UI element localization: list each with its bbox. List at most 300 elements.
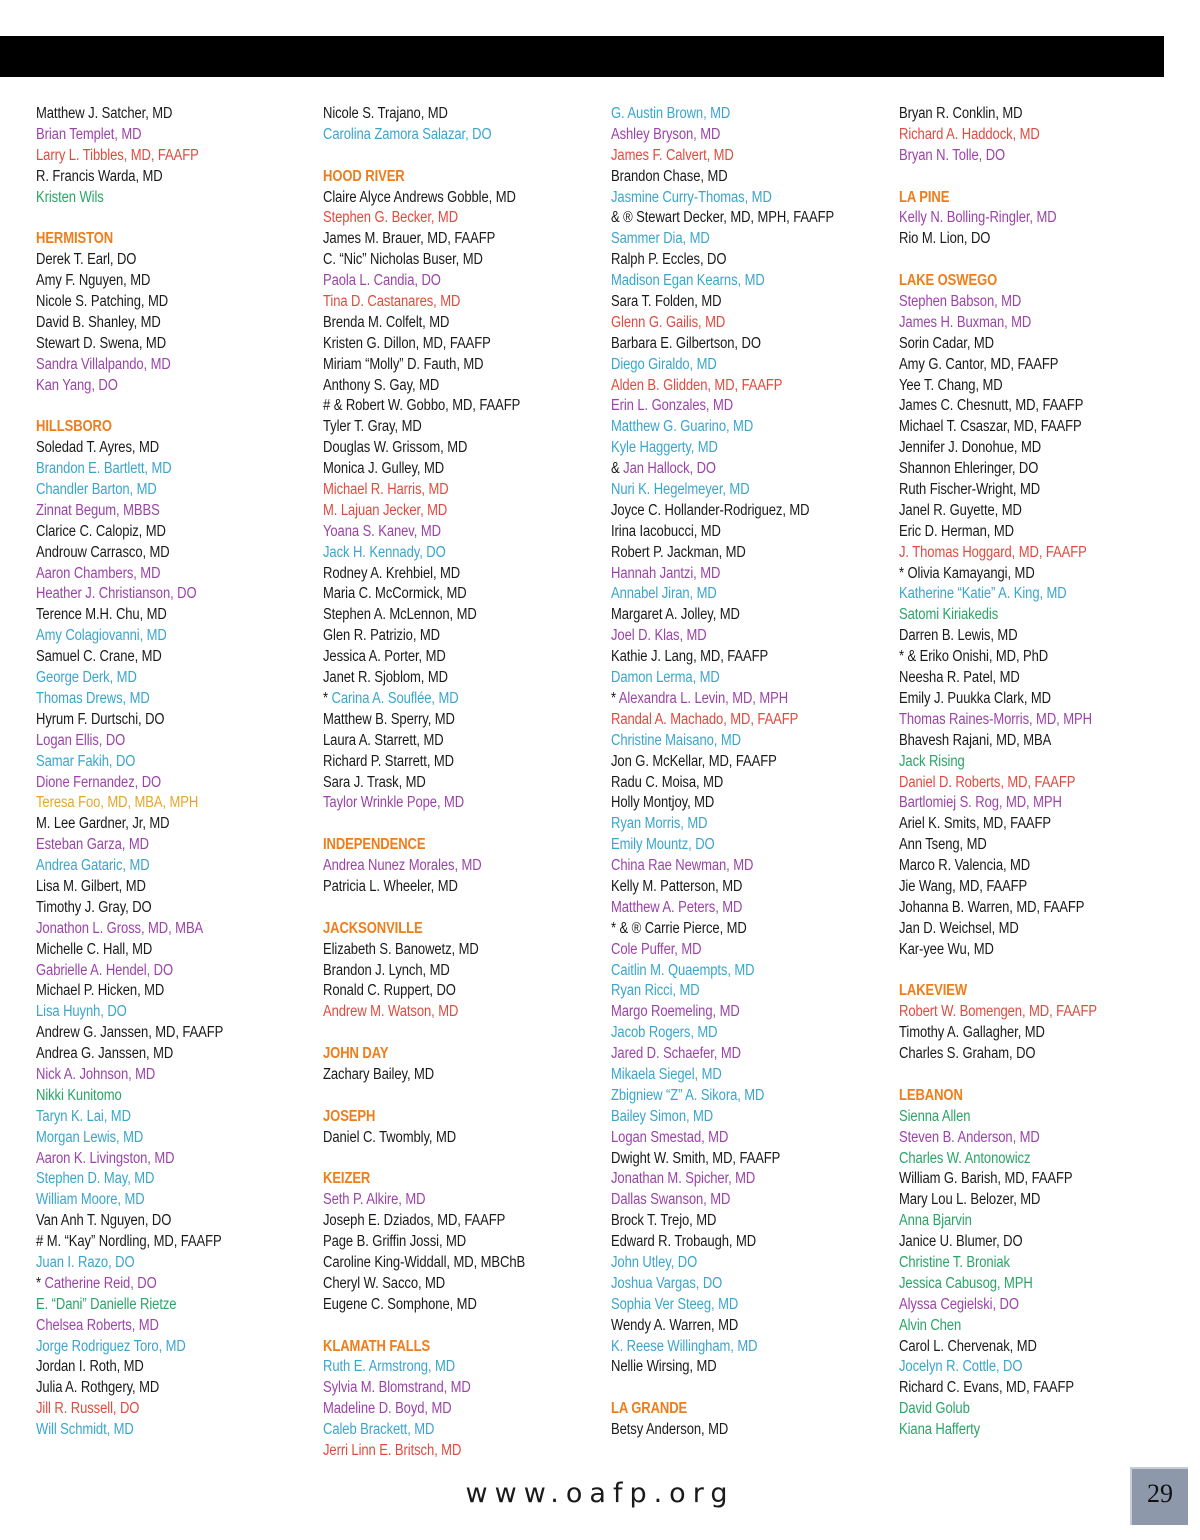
member-name-text: Caitlin M. Quaempts, MD [611, 961, 755, 979]
member-name [36, 731, 275, 752]
member-name [899, 564, 1138, 585]
member-name [899, 814, 1138, 835]
member-name [611, 1316, 850, 1337]
member-name-text: # & Robert W. Gobbo, MD, FAAFP [323, 397, 521, 415]
member-name [323, 1295, 562, 1316]
member-name [899, 1337, 1138, 1358]
member-name-text: Ryan Ricci, MD [611, 982, 700, 1000]
member-name [611, 146, 850, 167]
member-name [36, 355, 275, 376]
member-name-text: Thomas Drews, MD [36, 689, 150, 707]
member-name [323, 501, 562, 522]
spacer [323, 1149, 608, 1170]
member-marker: * [611, 689, 619, 707]
member-name [36, 605, 275, 626]
city-heading [323, 919, 562, 940]
member-name [36, 1128, 275, 1149]
member-name [899, 1316, 1138, 1337]
member-name [36, 1149, 275, 1170]
member-name [36, 626, 275, 647]
city-heading-text: JOHN DAY [323, 1045, 389, 1063]
member-name [36, 459, 275, 480]
member-name [899, 146, 1138, 167]
member-name-text: Ralph P. Eccles, DO [611, 251, 727, 269]
member-name [611, 710, 850, 731]
city-heading [36, 417, 275, 438]
member-name-text: Michelle C. Hall, MD [36, 940, 153, 958]
member-name-text: Jessica A. Porter, MD [323, 648, 446, 666]
member-name-text: Emily Mountz, DO [611, 836, 715, 854]
member-name-text: Jan Hallock, DO [623, 460, 716, 478]
member-name [36, 919, 275, 940]
city-heading [899, 188, 1138, 209]
member-name-text: Jasmine Curry-Thomas, MD [611, 188, 772, 206]
member-name [611, 376, 850, 397]
member-name [323, 1065, 562, 1086]
member-name [899, 1128, 1138, 1149]
member-name-text: Dallas Swanson, MD [611, 1191, 731, 1209]
member-name-text: Timothy A. Gallagher, MD [899, 1024, 1045, 1042]
spacer [36, 208, 321, 229]
member-name [899, 647, 1138, 668]
member-name [611, 877, 850, 898]
member-name-text: Radu C. Moisa, MD [611, 773, 724, 791]
member-name [899, 668, 1138, 689]
member-name [36, 961, 275, 982]
member-name-text: Gabrielle A. Hendel, DO [36, 961, 174, 979]
member-name [899, 522, 1138, 543]
member-name [611, 940, 850, 961]
member-name [899, 584, 1138, 605]
member-name-text: Nicole S. Trajano, MD [323, 105, 448, 122]
member-name [611, 417, 850, 438]
city-heading [899, 1086, 1138, 1107]
member-name-text: Nick A. Johnson, MD [36, 1065, 156, 1083]
member-name-text: Edward R. Trobaugh, MD [611, 1233, 757, 1251]
member-name-text: Andrew G. Janssen, MD, FAAFP [36, 1024, 224, 1042]
member-name [323, 856, 562, 877]
city-heading-text: INDEPENDENCE [323, 836, 426, 854]
member-name-text: Maria C. McCormick, MD [323, 585, 467, 603]
member-name [36, 1107, 275, 1128]
member-name-text: Glenn G. Gailis, MD [611, 313, 726, 331]
member-name [323, 689, 562, 710]
member-name [36, 376, 275, 397]
member-name [36, 793, 275, 814]
member-name-text: Damon Lerma, MD [611, 669, 720, 687]
member-name [611, 1337, 850, 1358]
member-name [323, 292, 562, 313]
member-name-text: Wendy A. Warren, MD [611, 1316, 739, 1334]
member-name [611, 459, 850, 480]
member-name [36, 104, 275, 125]
member-name [323, 793, 562, 814]
member-name-text: * Olivia Kamayangi, MD [899, 564, 1035, 582]
member-name [323, 710, 562, 731]
city-heading [36, 229, 275, 250]
member-name [611, 961, 850, 982]
member-name [36, 1316, 275, 1337]
member-name [36, 1274, 275, 1295]
spacer [323, 146, 608, 167]
member-name-text: Claire Alyce Andrews Gobble, MD [323, 188, 516, 206]
member-name [323, 229, 562, 250]
member-name-text: Kelly N. Bolling-Ringler, MD [899, 209, 1057, 227]
member-name [323, 1190, 562, 1211]
member-name-text: Carolina Zamora Salazar, DO [323, 125, 492, 143]
member-name-text: James H. Buxman, MD [899, 313, 1032, 331]
member-name-text: Jie Wang, MD, FAAFP [899, 877, 1028, 895]
member-name-text: Brandon Chase, MD [611, 167, 728, 185]
spacer [899, 167, 1184, 188]
member-name-text: Irina Iacobucci, MD [611, 522, 721, 540]
member-name-text: Madeline D. Boyd, MD [323, 1400, 452, 1418]
member-name-text: Brandon J. Lynch, MD [323, 961, 450, 979]
member-name [899, 919, 1138, 940]
member-name-text: Julia A. Rothgery, MD [36, 1379, 160, 1397]
member-name [899, 1253, 1138, 1274]
member-name-text: Ruth E. Armstrong, MD [323, 1358, 456, 1376]
member-name [611, 981, 850, 1002]
member-name-text: Daniel D. Roberts, MD, FAAFP [899, 773, 1076, 791]
member-name [899, 856, 1138, 877]
member-name [323, 1399, 562, 1420]
member-name-text: Matthew B. Sperry, MD [323, 710, 455, 728]
member-name [36, 564, 275, 585]
member-name-text: John Utley, DO [611, 1253, 698, 1271]
member-name [323, 1232, 562, 1253]
member-name-text: Neesha R. Patel, MD [899, 669, 1020, 687]
member-name [36, 981, 275, 1002]
member-name-text: Amy G. Cantor, MD, FAAFP [899, 355, 1059, 373]
member-name [899, 313, 1138, 334]
member-name [323, 250, 562, 271]
member-name-text: Caleb Brackett, MD [323, 1421, 435, 1439]
city-heading-text: HILLSBORO [36, 418, 112, 436]
member-name [899, 626, 1138, 647]
member-name-text: Cheryl W. Sacco, MD [323, 1274, 446, 1292]
member-name-text: Robert W. Bomengen, MD, FAAFP [899, 1003, 1098, 1021]
member-name-text: C. “Nic” Nicholas Buser, MD [323, 251, 483, 269]
member-name [36, 877, 275, 898]
member-name-text: Matthew G. Guarino, MD [611, 418, 754, 436]
member-name-text: Barbara E. Gilbertson, DO [611, 334, 761, 352]
member-name-text: Holly Montjoy, MD [611, 794, 715, 812]
member-name-text: * & ® Carrie Pierce, MD [611, 919, 747, 937]
member-name-text: Margo Roemeling, MD [611, 1003, 740, 1021]
member-name-text: Hyrum F. Durtschi, DO [36, 710, 165, 728]
member-name-text: Richard P. Starrett, MD [323, 752, 454, 770]
member-name-text: Michael R. Harris, MD [323, 481, 449, 499]
member-name [36, 1420, 275, 1441]
member-name [36, 543, 275, 564]
member-name-text: Derek T. Earl, DO [36, 251, 137, 269]
member-name [611, 1128, 850, 1149]
member-name [611, 1211, 850, 1232]
member-name [36, 1357, 275, 1378]
member-name [611, 313, 850, 334]
member-name [323, 731, 562, 752]
member-name [611, 605, 850, 626]
member-name-text: Brenda M. Colfelt, MD [323, 313, 450, 331]
member-name-text: K. Reese Willingham, MD [611, 1337, 758, 1355]
member-name [36, 940, 275, 961]
member-name [323, 188, 562, 209]
member-name-text: Chandler Barton, MD [36, 481, 157, 499]
city-heading [323, 1107, 562, 1128]
member-name-text: Joshua Vargas, DO [611, 1274, 723, 1292]
spacer [323, 1316, 608, 1337]
member-name [611, 292, 850, 313]
member-name-text: Paola L. Candia, DO [323, 272, 441, 290]
member-name [899, 773, 1138, 794]
member-name-text: Heather J. Christianson, DO [36, 585, 197, 603]
member-name [899, 376, 1138, 397]
member-name [36, 814, 275, 835]
member-name-text: Ann Tseng, MD [899, 836, 987, 854]
member-name-text: Jacob Rogers, MD [611, 1024, 718, 1042]
member-name [36, 689, 275, 710]
member-name-text: Tyler T. Gray, MD [323, 418, 422, 436]
column-4 [899, 104, 1184, 1441]
member-name-text: Amy F. Nguyen, MD [36, 272, 151, 290]
member-name-text: Page B. Griffin Jossi, MD [323, 1233, 467, 1251]
member-name [323, 480, 562, 501]
member-name-text: Terence M.H. Chu, MD [36, 606, 167, 624]
member-name-text: Larry L. Tibbles, MD, FAAFP [36, 146, 199, 164]
member-name [899, 208, 1138, 229]
member-name-text: Nicole S. Patching, MD [36, 293, 169, 311]
member-name [36, 584, 275, 605]
member-name [323, 584, 562, 605]
member-name [36, 1232, 275, 1253]
member-name-text: Lisa M. Gilbert, MD [36, 877, 146, 895]
member-name [323, 355, 562, 376]
member-name-text: Jocelyn R. Cottle, DO [899, 1358, 1023, 1376]
member-name-text: Bailey Simon, MD [611, 1107, 714, 1125]
member-name-text: Christine Maisano, MD [611, 731, 741, 749]
spacer [323, 1023, 608, 1044]
member-name-text: Amy Colagiovanni, MD [36, 627, 167, 645]
member-name-text: Mikaela Siegel, MD [611, 1065, 722, 1083]
member-name [611, 1002, 850, 1023]
member-name-text: Yee T. Chang, MD [899, 376, 1003, 394]
member-name [36, 1002, 275, 1023]
member-name [611, 1190, 850, 1211]
city-heading-text: JOSEPH [323, 1107, 376, 1125]
member-name [611, 1065, 850, 1086]
member-name-text: Morgan Lewis, MD [36, 1128, 144, 1146]
member-name [36, 501, 275, 522]
member-name-text: Satomi Kiriakedis [899, 606, 999, 624]
member-name [36, 438, 275, 459]
member-name-text: Rio M. Lion, DO [899, 230, 991, 248]
member-name [611, 1149, 850, 1170]
member-name-text: Jordan I. Roth, MD [36, 1358, 144, 1376]
city-heading-text: JACKSONVILLE [323, 919, 423, 937]
member-name-text: Kyle Haggerty, MD [611, 439, 718, 457]
member-name [899, 877, 1138, 898]
member-name [611, 1295, 850, 1316]
member-name-text: China Rae Newman, MD [611, 857, 754, 875]
member-name-text: Jerri Linn E. Britsch, MD [323, 1442, 462, 1459]
member-name-text: G. Austin Brown, MD [611, 105, 731, 122]
member-name [611, 1232, 850, 1253]
member-name-text: Alvin Chen [899, 1316, 962, 1334]
spacer [323, 1086, 608, 1107]
member-name [36, 856, 275, 877]
member-name [611, 1274, 850, 1295]
member-name [611, 731, 850, 752]
member-name [323, 564, 562, 585]
member-name [36, 668, 275, 689]
member-name [611, 668, 850, 689]
member-name-text: * & Eriko Onishi, MD, PhD [899, 648, 1049, 666]
city-heading [323, 167, 562, 188]
member-name [899, 104, 1138, 125]
member-name [899, 543, 1138, 564]
member-name-text: Margaret A. Jolley, MD [611, 606, 740, 624]
member-name [323, 104, 562, 125]
member-name [611, 1169, 850, 1190]
member-name-text: James M. Brauer, MD, FAAFP [323, 230, 496, 248]
member-name [611, 1253, 850, 1274]
member-name-text: Bryan R. Conklin, MD [899, 105, 1023, 122]
member-name-text: David Golub [899, 1400, 970, 1418]
member-name-text: Nikki Kunitomo [36, 1086, 122, 1104]
member-name-text: Caroline King-Widdall, MD, MBChB [323, 1253, 526, 1271]
member-name [36, 1399, 275, 1420]
member-name-text: Stephen A. McLennon, MD [323, 606, 477, 624]
member-name [899, 752, 1138, 773]
member-name [323, 877, 562, 898]
member-name [899, 1420, 1138, 1441]
member-name [323, 1378, 562, 1399]
member-name-text: Elizabeth S. Banowetz, MD [323, 940, 479, 958]
member-name [899, 940, 1138, 961]
member-name-text: Douglas W. Grissom, MD [323, 439, 468, 457]
member-name-text: Aaron K. Livingston, MD [36, 1149, 175, 1167]
member-name-text: George Derk, MD [36, 669, 137, 687]
member-name-text: Ryan Morris, MD [611, 815, 708, 833]
member-name [899, 1044, 1138, 1065]
member-name-text: Will Schmidt, MD [36, 1421, 134, 1439]
city-heading [899, 981, 1138, 1002]
member-name [323, 417, 562, 438]
member-name [899, 292, 1138, 313]
member-name [36, 167, 275, 188]
member-name [611, 752, 850, 773]
member-name [36, 647, 275, 668]
member-name-text: Patricia L. Wheeler, MD [323, 877, 458, 895]
member-name-text: Jill R. Russell, DO [36, 1400, 140, 1418]
member-name-text: Rodney A. Krehbiel, MD [323, 564, 461, 582]
member-name-text: William Moore, MD [36, 1191, 145, 1209]
member-name [323, 376, 562, 397]
member-name-text: Jonathon L. Gross, MD, MBA [36, 919, 204, 937]
city-heading-text: LA PINE [899, 188, 950, 206]
member-name [323, 940, 562, 961]
member-name-text: Jack Rising [899, 752, 965, 770]
member-name-text: Jorge Rodriguez Toro, MD [36, 1337, 186, 1355]
member-name-text: Brock T. Trejo, MD [611, 1212, 717, 1230]
member-name-text: E. “Dani” Danielle Rietze [36, 1295, 177, 1313]
member-name-text: Chelsea Roberts, MD [36, 1316, 159, 1334]
member-name-text: Randal A. Machado, MD, FAAFP [611, 710, 799, 728]
member-name-text: Ronald C. Ruppert, DO [323, 982, 456, 1000]
member-name [323, 438, 562, 459]
member-name-text: Mary Lou L. Belozer, MD [899, 1191, 1041, 1209]
member-name [36, 898, 275, 919]
member-name-text: R. Francis Warda, MD [36, 167, 163, 185]
footer-url[interactable]: www.oafp.org [465, 1478, 735, 1509]
member-name [611, 1086, 850, 1107]
member-name [899, 1295, 1138, 1316]
member-name-text: Anthony S. Gay, MD [323, 376, 440, 394]
member-name [899, 459, 1138, 480]
member-name-text: Samuel C. Crane, MD [36, 648, 162, 666]
member-name-text: Brandon E. Bartlett, MD [36, 460, 172, 478]
member-name-text: Samar Fakih, DO [36, 752, 136, 770]
member-name-text: Brian Templet, MD [36, 125, 142, 143]
member-marker: & [611, 460, 624, 478]
member-name-text: Laura A. Starrett, MD [323, 731, 444, 749]
member-name [36, 1253, 275, 1274]
member-name-text: Darren B. Lewis, MD [899, 627, 1018, 645]
member-name [36, 1295, 275, 1316]
member-name-text: Bhavesh Rajani, MD, MBA [899, 731, 1052, 749]
member-name [323, 752, 562, 773]
member-name [36, 334, 275, 355]
member-name [611, 793, 850, 814]
member-name-text: Charles S. Graham, DO [899, 1045, 1036, 1063]
member-name-text: Zbigniew “Z” A. Sikora, MD [611, 1086, 765, 1104]
member-name [899, 1190, 1138, 1211]
member-name-text: Kan Yang, DO [36, 376, 118, 394]
member-name [611, 501, 850, 522]
member-name [36, 710, 275, 731]
member-name-text: Eric D. Herman, MD [899, 522, 1014, 540]
member-name-text: David B. Shanley, MD [36, 313, 161, 331]
member-name-text: Dione Fernandez, DO [36, 773, 162, 791]
member-name-text: William G. Barish, MD, FAAFP [899, 1170, 1073, 1188]
spacer [899, 961, 1184, 982]
member-name [323, 1274, 562, 1295]
member-name [899, 334, 1138, 355]
member-name [323, 208, 562, 229]
member-name-text: M. Lee Gardner, Jr, MD [36, 815, 170, 833]
member-name-text: Kristen Wils [36, 188, 104, 206]
member-name-text: Marco R. Valencia, MD [899, 857, 1031, 875]
member-name [611, 856, 850, 877]
member-name-text: Ashley Bryson, MD [611, 125, 721, 143]
member-name-text: Zinnat Begum, MBBS [36, 501, 160, 519]
city-heading-text: HERMISTON [36, 230, 114, 248]
member-name-text: Juan I. Razo, DO [36, 1253, 135, 1271]
spacer [611, 1378, 896, 1399]
member-name [323, 125, 562, 146]
member-name [323, 1253, 562, 1274]
member-name [36, 752, 275, 773]
member-name [899, 417, 1138, 438]
member-name-text: Katherine “Katie” A. King, MD [899, 585, 1067, 603]
member-name-text: Catherine Reid, DO [44, 1274, 157, 1292]
member-name-text: # M. “Kay” Nordling, MD, FAAFP [36, 1233, 222, 1251]
member-name [36, 250, 275, 271]
member-name-text: Stephen Babson, MD [899, 293, 1022, 311]
member-name-text: Zachary Bailey, MD [323, 1065, 435, 1083]
member-name-text: Jon G. McKellar, MD, FAAFP [611, 752, 777, 770]
